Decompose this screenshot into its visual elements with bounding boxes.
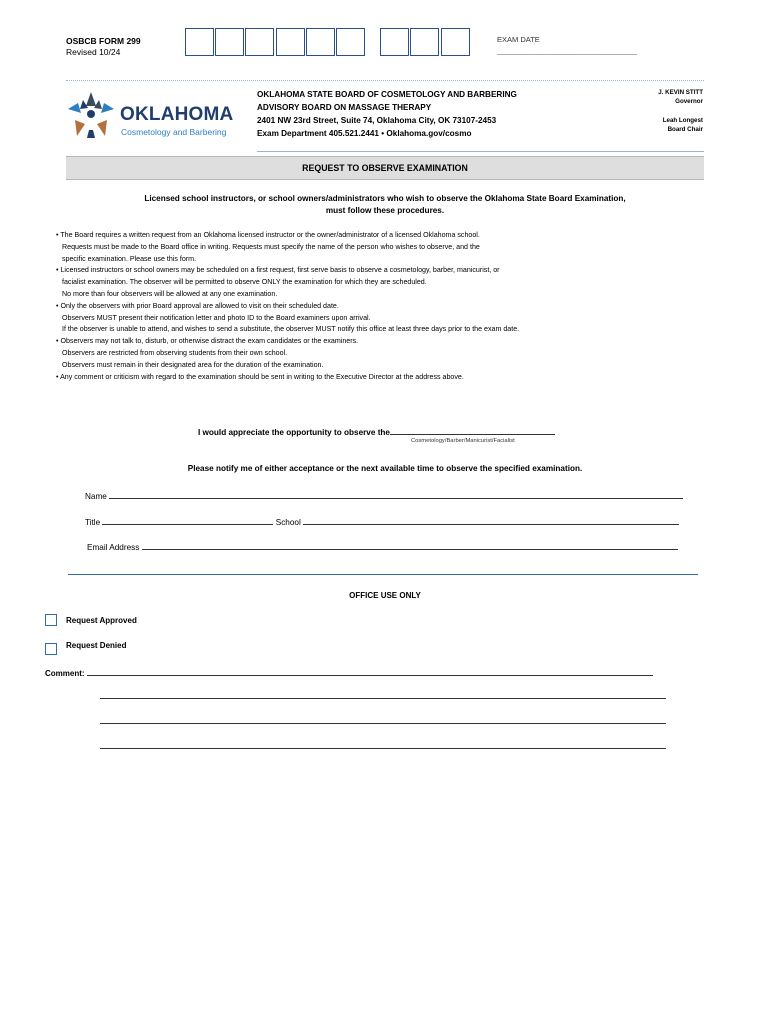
rule-line: Requests must be made to the Board office in writing. Requests must specify the name of the person who wishes to observe, and the	[62, 242, 480, 251]
org-name: OKLAHOMA STATE BOARD OF COSMETOLOGY AND BARBERING	[257, 90, 517, 99]
rule-line: No more than four observers will be allowed at any one examination.	[62, 289, 278, 298]
approved-label: Request Approved	[66, 616, 137, 625]
school-label: School	[275, 518, 301, 527]
comment-line[interactable]	[100, 698, 666, 699]
title-field[interactable]	[102, 515, 273, 525]
rule-line: • The Board requires a written request from an Oklahoma licensed instructor or the owner/administrator of a licensed Oklahoma school.	[56, 231, 480, 239]
email-row	[87, 540, 678, 552]
rule-line: • Any comment or criticism with regard to the examination should be sent in writing to the Executive Director at the address above.	[56, 372, 464, 381]
school-field[interactable]	[303, 515, 679, 525]
email-label: Email Address	[87, 543, 140, 552]
organization-info	[257, 88, 517, 140]
comment-field[interactable]	[87, 666, 653, 676]
denied-checkbox[interactable]	[45, 643, 57, 655]
intro-text	[66, 193, 704, 217]
office-divider	[68, 574, 698, 575]
governor-name: J. KEVIN STITT	[658, 89, 703, 96]
form-title: REQUEST TO OBSERVE EXAMINATION	[66, 156, 704, 180]
governor-title: Governor	[675, 98, 703, 105]
name-label: Name	[85, 492, 107, 501]
form-revision: Revised 10/24	[66, 47, 121, 57]
exam-date-label: EXAM DATE	[497, 35, 540, 44]
observe-request	[198, 425, 555, 437]
exam-date-field[interactable]: ______________________________________	[497, 46, 637, 55]
rule-line: • Licensed instructors or school owners may be scheduled on a first request, first serve basis to observe a cosmetology, barber, manicurist, or	[56, 266, 500, 275]
rule-line: If the observer is unable to attend, and wishes to send a substitute, the observer MUST notify this office at least three days prior to the exam date.	[62, 325, 520, 334]
comment-label: Comment:	[45, 669, 85, 678]
form-id: OSBCB FORM 299	[66, 36, 141, 46]
comment-row	[45, 666, 653, 678]
id-digit-box[interactable]	[276, 28, 305, 56]
rule-line: Observers MUST present their notification letter and photo ID to the Board examiners upon arrival.	[62, 313, 371, 322]
email-field[interactable]	[142, 540, 678, 550]
chair-name: Leah Longest	[662, 117, 703, 124]
exam-type-field[interactable]	[390, 425, 555, 435]
id-digit-box[interactable]	[185, 28, 214, 56]
rule-line: • Observers may not talk to, disturb, or otherwise distract the exam candidates or the examiners.	[56, 337, 359, 346]
name-row	[85, 489, 683, 501]
org-contact: Exam Department 405.521.2441 • Oklahoma.gov/cosmo	[257, 129, 472, 138]
procedure-rules	[56, 230, 696, 383]
intro-line: Licensed school instructors, or school owners/administrators who wish to observe the Oklahoma State Board Examination,	[144, 194, 626, 203]
id-digit-box[interactable]	[380, 28, 409, 56]
observe-text: I would appreciate the opportunity to observe the	[198, 428, 390, 437]
chair-title: Board Chair	[667, 126, 703, 133]
logo-subtitle: Cosmetology and Barbering	[121, 127, 227, 137]
id-digit-box[interactable]	[410, 28, 439, 56]
officials-block	[658, 88, 703, 134]
title-label: Title	[85, 518, 101, 527]
office-use-heading: OFFICE USE ONLY	[349, 591, 421, 600]
rule-line: Observers must remain in their designated area for the duration of the examination.	[62, 360, 324, 369]
org-divider	[257, 151, 704, 152]
denied-label: Request Denied	[66, 641, 127, 650]
comment-line[interactable]	[100, 723, 666, 724]
id-digit-box[interactable]	[215, 28, 244, 56]
id-digit-box[interactable]	[306, 28, 335, 56]
notify-text: Please notify me of either acceptance or the next available time to observe the specified examination.	[187, 464, 583, 473]
org-advisory: ADVISORY BOARD ON MASSAGE THERAPY	[257, 103, 432, 112]
header-divider	[66, 80, 704, 81]
rule-line: Observers are restricted from observing students from their own school.	[62, 348, 288, 357]
intro-line: must follow these procedures.	[325, 206, 445, 215]
approved-checkbox[interactable]	[45, 614, 57, 626]
org-address: 2401 NW 23rd Street, Suite 74, Oklahoma City, OK 73107-2453	[257, 116, 497, 125]
rule-line: specific examination. Please use this form.	[62, 254, 197, 263]
comment-line[interactable]	[100, 748, 666, 749]
title-school-row	[85, 515, 679, 527]
rule-line: facialist examination. The observer will be permitted to observe ONLY the examination for which they are scheduled.	[62, 278, 427, 287]
name-field[interactable]	[109, 489, 683, 499]
exam-type-hint: Cosmetology/Barber/Manicurist/Facialist	[411, 438, 515, 444]
logo-wordmark: OKLAHOMA	[120, 104, 234, 125]
id-digit-box[interactable]	[441, 28, 470, 56]
oklahoma-star-logo-icon	[64, 90, 118, 142]
id-digit-box[interactable]	[336, 28, 365, 56]
id-digit-box[interactable]	[245, 28, 274, 56]
rule-line: • Only the observers with prior Board approval are allowed to visit on their scheduled date.	[56, 301, 339, 310]
